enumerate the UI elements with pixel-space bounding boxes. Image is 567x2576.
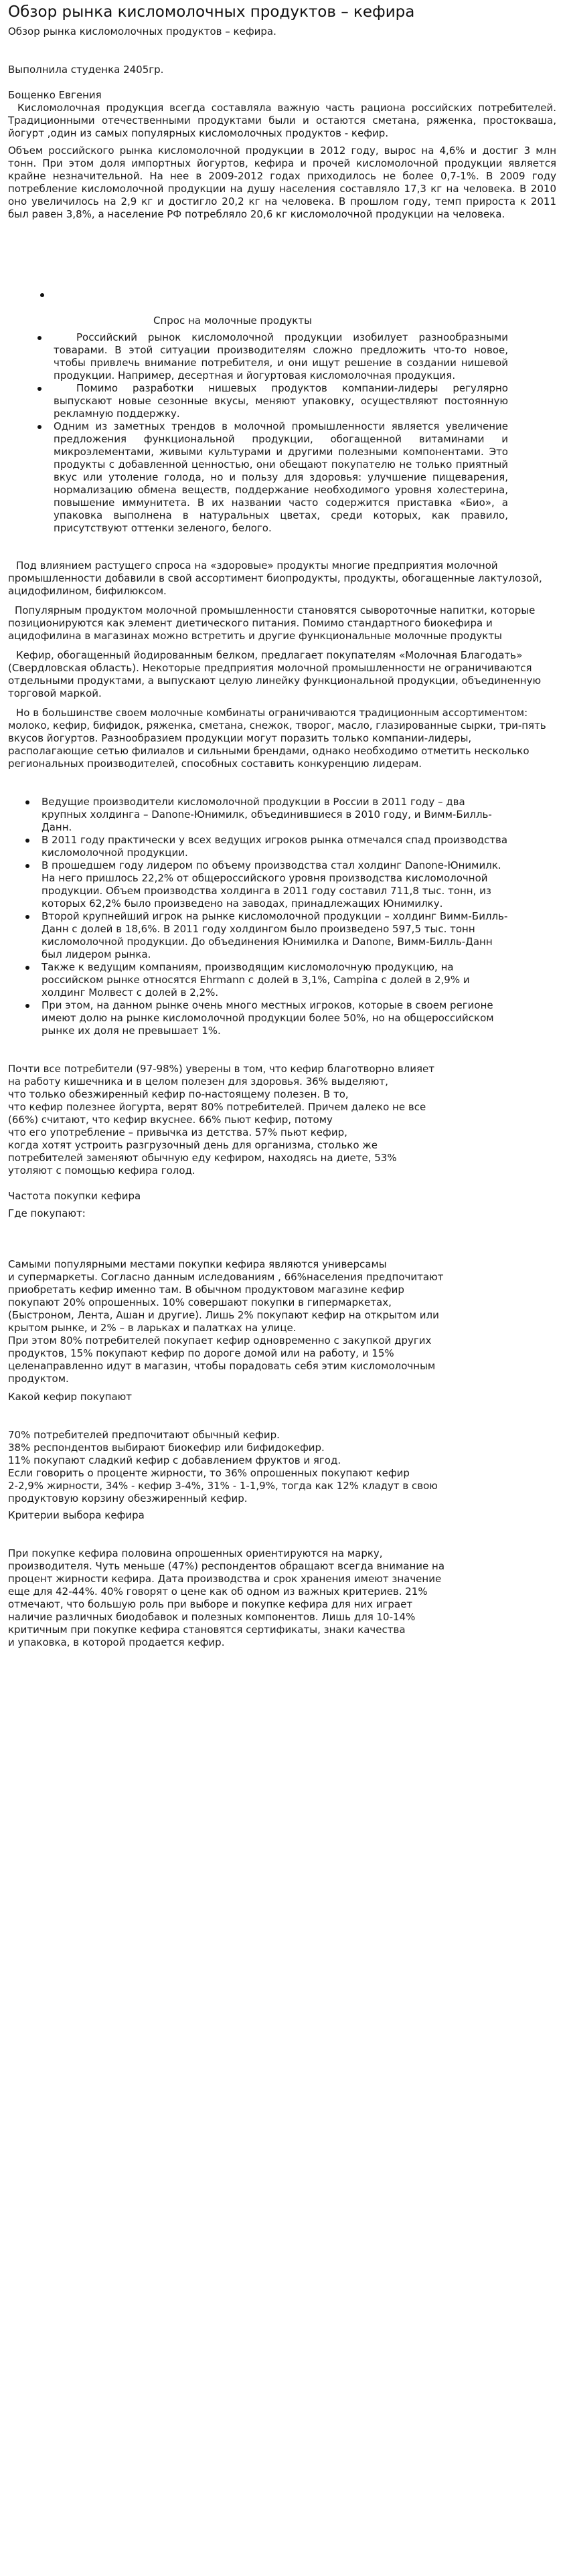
- bullet-dot: [25, 800, 29, 804]
- which-paragraph: 70% потребителей предпочитают обычный кефир. 38% респондентов выбирают биокефир или бифидокефир. 11% покупают сладкий кефир с добавлением фруктов и ягод. Если говорить о проценте жирности, то 36% опрошенных покупают кефир 2-2,9% жирности, 34% - кефир 3-4%, 31% - 1-1,9%, тогда как 12% кладут в свою продуктовую корзину обезжиренный кефир.: [8, 1429, 438, 1505]
- where-paragraph: Самыми популярными местами покупки кефира являются универсамы и супермаркеты. Согласно данным иследованиям , 66%населения предпочитают приобретать кефир именно там. В обычном продуктовом магазине кефир покупают 20% опрошенных. 10% совершают покупки в гипермаркетах, (Быстроном, Лента, Ашан и другие). Лишь 2% покупают кефир на открытом или крытом рынке, и 2% – в ларьках и палатках на улице. При этом 80% потребителей покупает кефир одновременно с закупкой других продуктов, 15% покупают кефир по дороге домой или на работу, и 15% целенаправленно идут в магазин, чтобы порадовать себя этим кисломолочным продуктом.: [8, 1258, 444, 1385]
- bullet-dot: [25, 864, 29, 868]
- list-item: Помимо разработки нишевых продуктов компании-лидеры регулярно выпускают новые сезонные вкусы, меняют упаковку, осуществляют постоянную рекламную поддержку.: [54, 382, 508, 420]
- bullet-dot: [25, 1004, 29, 1008]
- where-heading: Где покупают:: [8, 1207, 86, 1219]
- demand-heading: Спрос на молочные продукты: [153, 315, 312, 327]
- bullet-dot: [37, 387, 42, 391]
- list-item: В прошедшем году лидером по объему производства стал холдинг Danone-Юнимилк. На него пришлось 22,2% от общероссийского уровня производства кисломолочной продукции. Объем производства холдинга в 2011 году составил 711,8 тыс. тонн, из которых 62,2% было произведено на заводах, принадлежащих Юнимилку.: [42, 859, 512, 910]
- combines-paragraph: Но в большинстве своем молочные комбинаты ограничиваются традиционным ассортиментом: молоко, кефир, бифидок, ряженка, сметана, снежок, творог, масло, глазированные сырки, три-пять вкусов йогуртов. Разнообразием продукции могут поразить только компании-лидеры, располагающие сетью филиалов и сильными брендами, однако необходимо отметить несколько региональных производителей, способных составить конкуренцию лидерам.: [8, 707, 546, 770]
- popular-paragraph: Популярным продуктом молочной промышленности становятся сывороточные напитки, которые позиционируются как элемент диетического питания. Помимо стандартного биокефира и ацидофилина в магазинах можно встретить и другие функциональные молочные продукты: [8, 604, 536, 642]
- list-item: Ведущие производители кисломолочной продукции в России в 2011 году – два крупных холдинга – Danone-Юнимилк, объединившиеся в 2010 году, и Вимм-Билль-Данн.: [42, 796, 512, 834]
- list-item: Российский рынок кисломолочной продукции изобилует разнообразными товарами. В этой ситуации производителям сложно предложить что-то новое, чтобы привлечь внимание потребителя, и они ищут решение в создании нишевой продукции. Например, десертная и йогуртовая кисломолочная продукция.: [54, 331, 508, 382]
- document-title: Обзор рынка кисломолочных продуктов – кефира: [8, 3, 415, 21]
- list-item: Одним из заметных трендов в молочной промышленности является увеличение предложения функциональной продукции, обогащенной витаминами и микроэлементами, живыми культурами и другими полезными компонентами. Это продукты с добавленной ценностью, они обещают покупателю не только приятный вкус или утоление голода, но и пользу для здоровья: улучшение пищеварения, нормализацию обмена веществ, поддержание необходимого уровня холестерина, повышение иммунитета. В их названии часто содержится приставка «Био», а упаковка выполнена в натуральных цветах, среди которых, как правило, присутствуют оттенки зеленого, белого.: [54, 420, 508, 535]
- criteria-paragraph: При покупке кефира половина опрошенных ориентируются на марку, производителя. Чуть меньше (47%) респондентов обращают всегда внимание на процент жирности кефира. Дата производства и срок хранения имеют значение еще для 42-44%. 40% говорят о цене как об одном из важных критериев. 21% отмечают, что большую роль при выборе и покупке кефира для них играет наличие различных биодобавок и полезных компонентов. Лишь для 10-14% критичным при покупке кефира становятся сертификаты, знаки качества и упаковка, в которой продается кефир.: [8, 1547, 445, 1648]
- healthy-paragraph: Под влиянием растущего спроса на «здоровые» продукты многие предприятия молочной промышленности добавили в свой ассортимент биопродукты, продукты, обогащенные лактулозой, ацидофилином, бифилюксом.: [8, 560, 542, 597]
- list-item: Также к ведущим компаниям, производящим кисломолочную продукцию, на российском рынке относятся Ehrmann с долей в 3,1%, Campina с долей в 2,9% и холдинг Молвест с долей в 2,2%.: [42, 961, 512, 999]
- bullet-dot: [37, 336, 42, 340]
- frequency-heading: Частота покупки кефира: [8, 1190, 141, 1202]
- empty-bullet: [8, 289, 556, 302]
- criteria-heading: Критерии выбора кефира: [8, 1509, 145, 1521]
- author-name: Бощенко Евгения: [8, 89, 102, 101]
- demand-bullet-list: [54, 331, 508, 535]
- bullet-dot: [25, 915, 29, 919]
- bullet-dot: [25, 839, 29, 843]
- which-heading: Какой кефир покупают: [8, 1391, 133, 1403]
- bullet-dot: [40, 293, 44, 297]
- list-item: В 2011 году практически у всех ведущих игроков рынка отмечался спад производства кисломолочной продукции.: [42, 834, 512, 859]
- iodine-paragraph: Кефир, обогащенный йодированным белком, предлагает покупателям «Молочная Благодать» (Свердловская область). Некоторые предприятия молочной промышленности не ограничиваются отдельными продуктами, а выпускают целую линейку функциональной продукции, объединенную торговой маркой.: [8, 649, 542, 699]
- consumer-paragraph: Почти все потребители (97-98%) уверены в том, что кефир благотворно влияет на работу кишечника и в целом полезен для здоровья. 36% выделяют, что только обезжиренный кефир по-настоящему полезен. В то, что кефир полезнее йогурта, верят 80% потребителей. Причем далеко не все (66%) считают, что кефир вкуснее. 66% пьют кефир, потому что его употребление – привычка из детства. 57% пьют кефир, когда хотят устроить разгрузочный день для организма, столько же потребителей заменяют обычную еду кефиром, находясь на диете, 53% утоляют с помощью кефира голод.: [8, 1063, 434, 1177]
- intro-paragraph: Кисломолочная продукция всегда составляла важную часть рациона российских потребителей. Традиционными отечественными продуктами были и остаются сметана, ряженка, простокваша, йогурт ,один из самых популярных кисломолочных продуктов - кефир.: [8, 102, 556, 139]
- bullet-dot: [25, 966, 29, 970]
- list-item: Второй крупнейший игрок на рынке кисломолочной продукции – холдинг Вимм-Билль-Данн с долей в 18,6%. В 2011 году холдингом было произведено 597,5 тыс. тонн кисломолочной продукции. До объединения Юнимилка и Danone, Вимм-Билль-Данн был лидером рынка.: [42, 910, 512, 961]
- producer-bullet-list: [42, 796, 512, 1037]
- list-item: При этом, на данном рынке очень много местных игроков, которые в своем регионе имеют долю на рынке кисломолочной продукции более 50%, но на общероссийском рынке их доля не превышает 1%.: [42, 999, 512, 1037]
- document-subtitle: Обзор рынка кисломолочных продуктов – кефира.: [8, 25, 276, 37]
- bullet-dot: [37, 425, 42, 429]
- author-line: Выполнила студенка 2405гр.: [8, 64, 164, 76]
- volume-paragraph: Объем российского рынка кисломолочной продукции в 2012 году, вырос на 4,6% и достиг 3 млн тонн. При этом доля импортных йогуртов, кефира и прочей кисломолочной продукции является крайне незначительной. На нее в 2009-2012 годах приходилось не более 0,7-1%. В 2009 году потребление кисломолочной продукции на душу населения составляло 17,3 кг на человека. В 2010 оно увеличилось на 2,9 кг и достигло 20,2 кг на человека. В прошлом году, темп прироста к 2011 был равен 3,8%, а население РФ потребляло 20,6 кг кисломолочной продукции на человека.: [8, 145, 556, 220]
